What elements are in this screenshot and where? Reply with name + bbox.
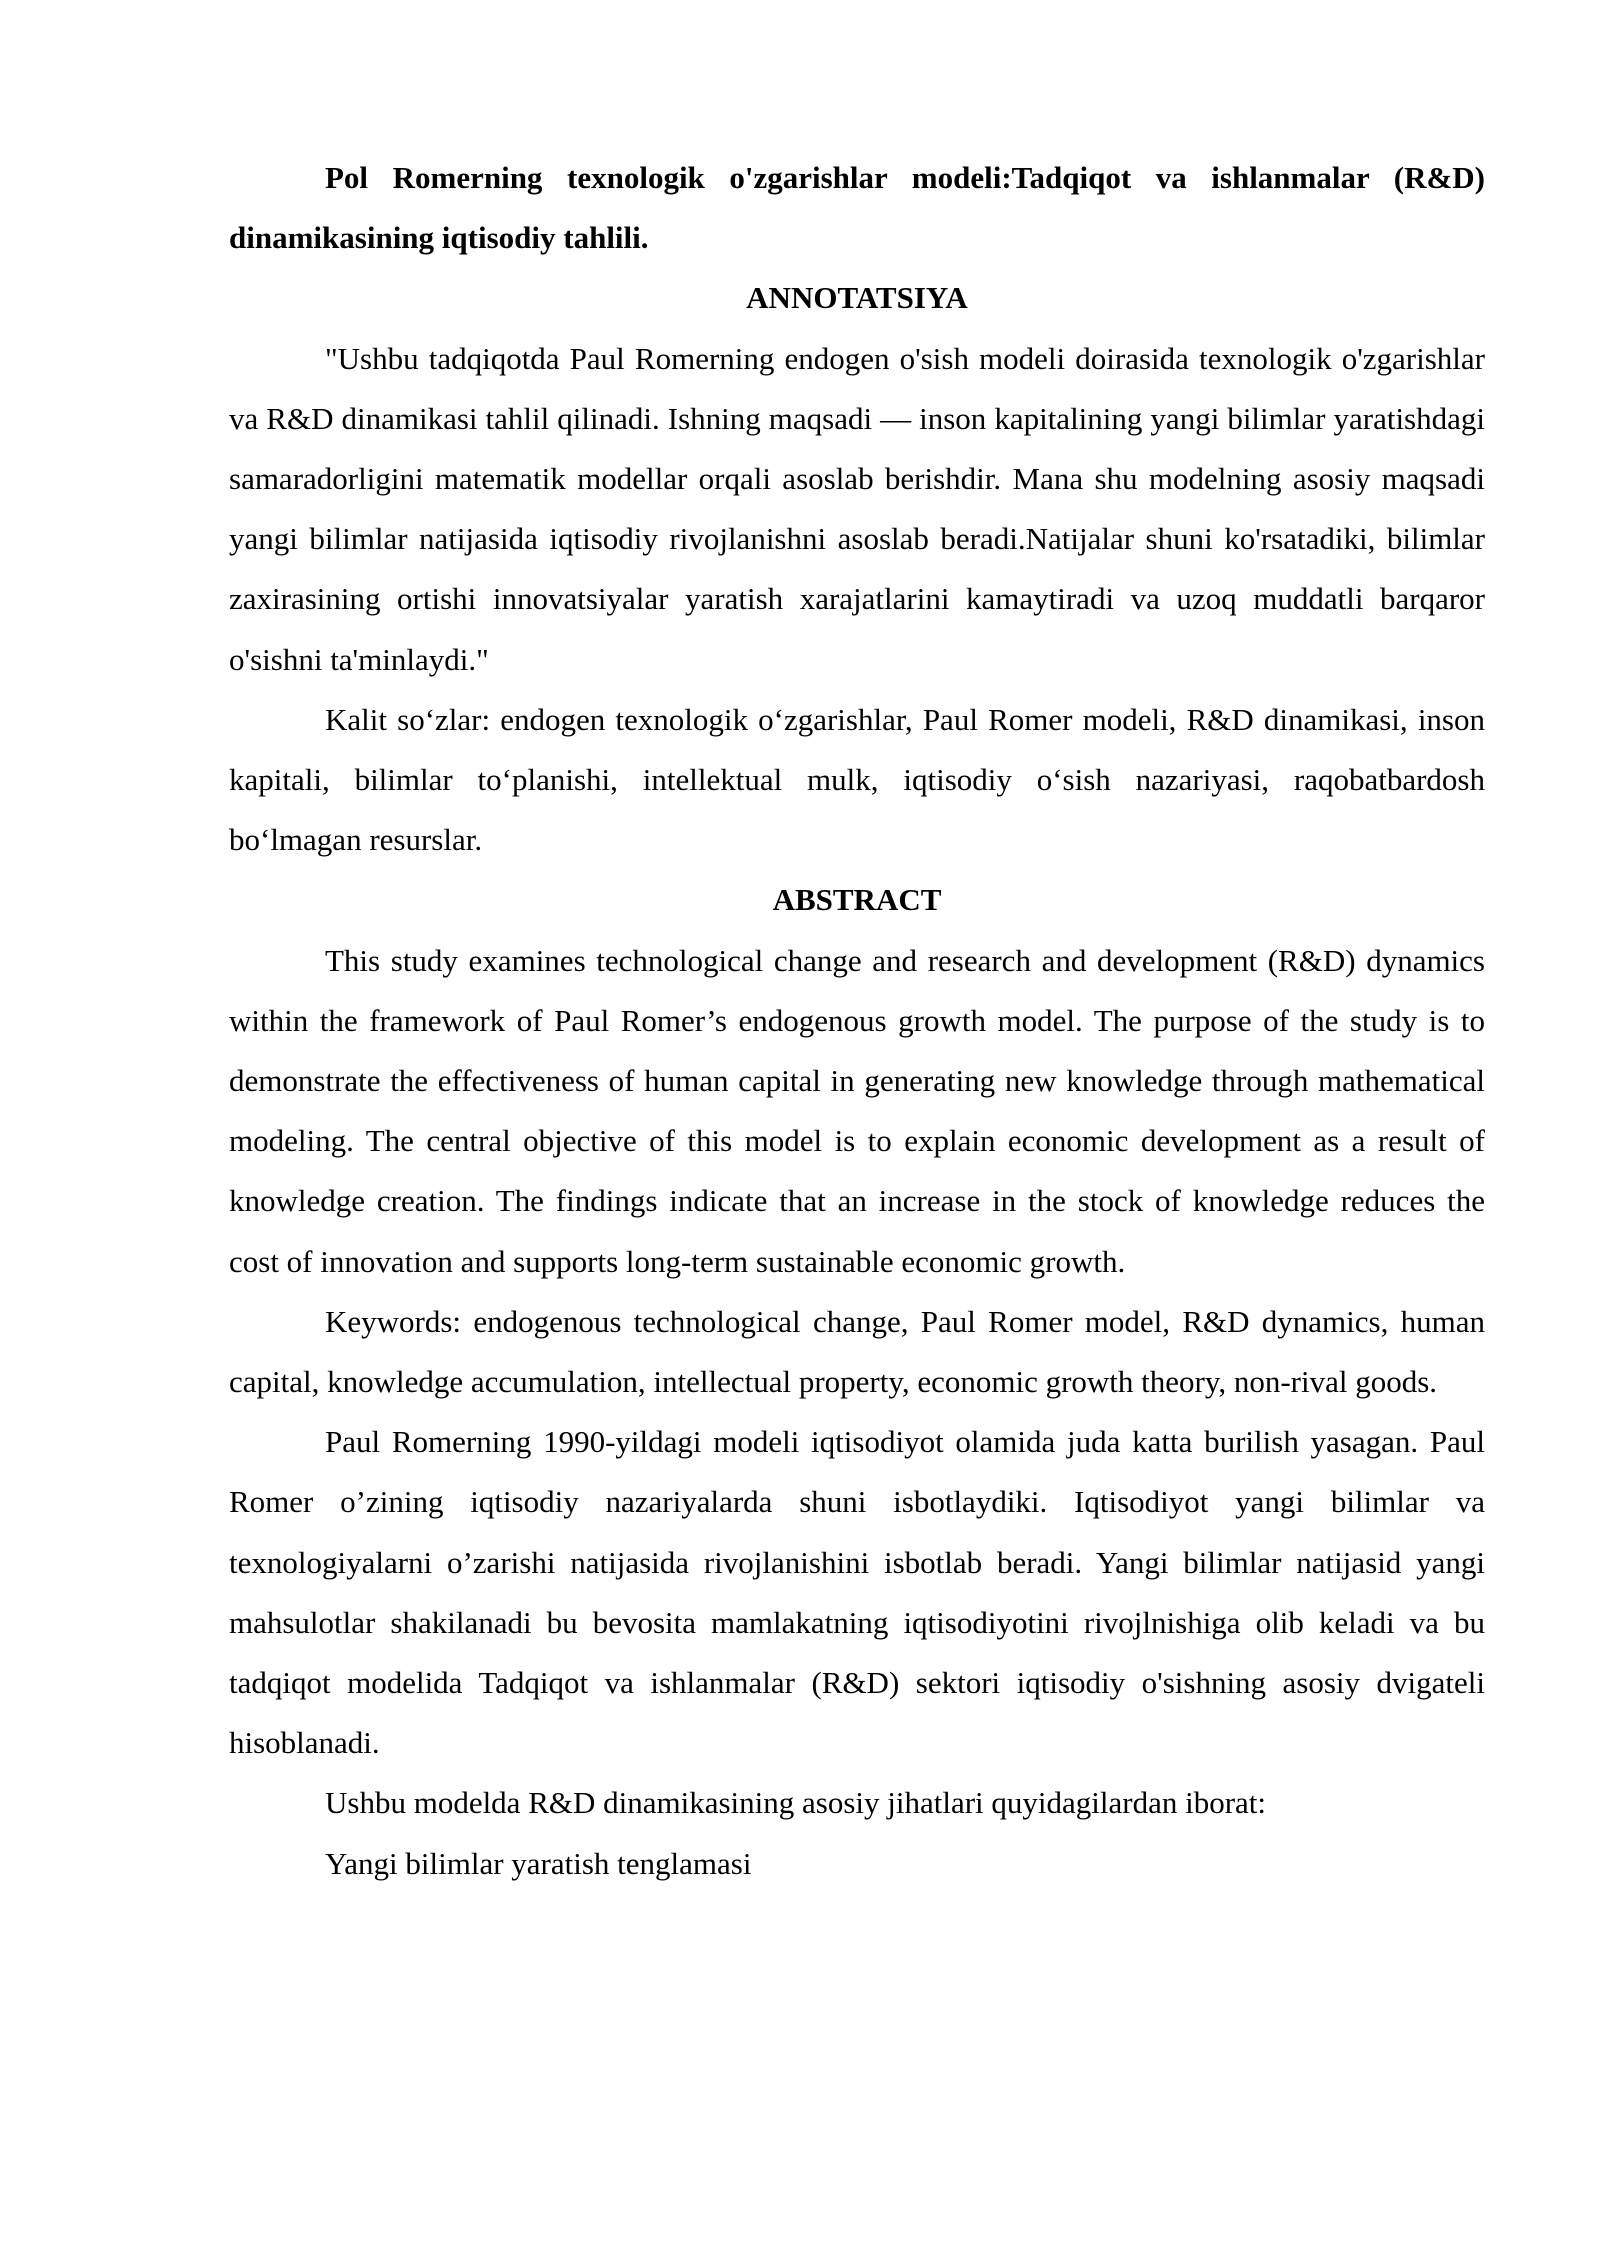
abstract-paragraph: This study examines technological change and research and development (R&D) dynamics within the framework of Paul Romer’s endogenous growth model. The purpose of the study is to demonstrate the effectiveness of human capital in generating new knowledge through mathematical modeling. The central objective of this model is to explain economic development as a result of knowledge creation. The findings indicate that an increase in the stock of knowledge reduces the cost of innovation and supports long-term sustainable economic growth. bbox=[229, 942, 1485, 1279]
body-paragraph: Yangi bilimlar yaratish tenglamasi bbox=[325, 1845, 752, 1881]
annotation-paragraph: "Ushbu tadqiqotda Paul Romerning endogen o'sish modeli doirasida texnologik o'zgarishlar va R&D dinamikasi tahlil qilinadi. Ishning maqsadi — inson kapitalining yangi bilimlar yaratishdagi samaradorligini matematik modellar orqali asoslab berishdir. Mana shu modelning asosiy maqsadi yangi bilimlar natijasida iqtisodiy rivojlanishni asoslab beradi.Natijalar shuni ko'rsatadiki, bilimlar zaxirasining ortishi innovatsiyalar yaratish xarajatlarini kamaytiradi va uzoq muddatli barqaror o'sishni ta'minlaydi." bbox=[229, 340, 1485, 677]
paper-title: Pol Romerning texnologik o'zgarishlar modeli:Tadqiqot va ishlanmalar (R&D) dinamikasining iqtisodiy tahlili. bbox=[229, 160, 1485, 256]
keywords-english: Keywords: endogenous technological change, Paul Romer model, R&D dynamics, human capital, knowledge accumulation, intellectual property, economic growth theory, non-rival goods. bbox=[229, 1303, 1485, 1400]
document-body bbox=[229, 148, 1485, 1894]
keywords-uzbek: Kalit so‘zlar: endogen texnologik o‘zgarishlar, Paul Romer modeli, R&D dinamikasi, inson kapitali, bilimlar to‘planishi, intellektual mulk, iqtisodiy o‘sish nazariyasi, raqobatbardosh bo‘lmagan resurslar. bbox=[229, 701, 1485, 858]
body-paragraph: Paul Romerning 1990-yildagi modeli iqtisodiyot olamida juda katta burilish yasagan. Paul Romer o’zining iqtisodiy nazariyalarda shuni isbotlaydiki. Iqtisodiyot yangi bilimlar va texnologiyalarni o’zarishi natijasida rivojlanishini isbotlab beradi. Yangi bilimlar natijasid yangi mahsulotlar shakilanadi bu bevosita mamlakatning iqtisodiyotini rivojlnishiga olib keladi va bu tadqiqot modelida Tadqiqot va ishlanmalar (R&D) sektori iqtisodiy o'sishning asosiy dvigateli hisoblanadi. bbox=[229, 1424, 1485, 1761]
body-paragraph: Ushbu modelda R&D dinamikasining asosiy jihatlari quyidagilardan iborat: bbox=[325, 1785, 1267, 1821]
abstract-heading: ABSTRACT bbox=[772, 882, 942, 918]
annotation-heading: ANNOTATSIYA bbox=[746, 280, 968, 316]
